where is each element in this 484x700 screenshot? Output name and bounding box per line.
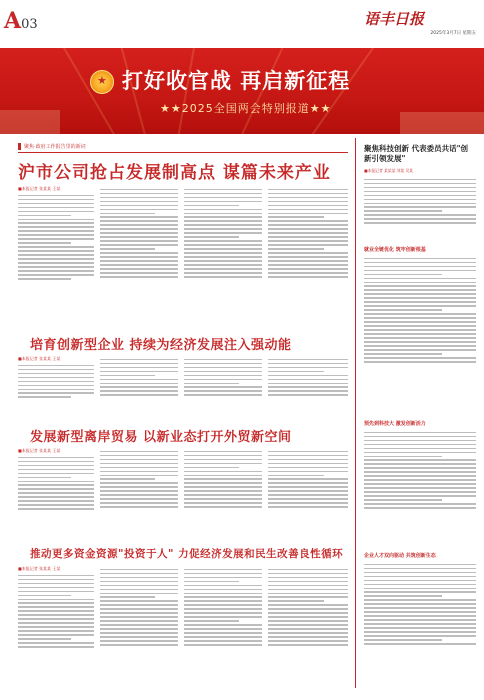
byline: ■本报记者 张某某 王某 [18, 566, 61, 571]
byline: ■本报记者 张某某 王某 [18, 356, 61, 361]
article-column [268, 356, 348, 418]
byline: ■本报记者 张某某 王某 [18, 186, 61, 191]
side-article-column [364, 429, 476, 547]
article-column [268, 448, 348, 540]
side-byline: ■本报记者 某某某 刘某 吴某 [364, 168, 413, 173]
page-number [4, 8, 38, 34]
article-column [100, 566, 178, 690]
banner-title: 打好收官战 再启新征程 [122, 69, 351, 93]
article-column [18, 448, 94, 540]
article-column [18, 186, 94, 326]
sub-headline-1: 培育创新型企业 持续为经济发展注入强动能 [30, 338, 292, 353]
top-banner [0, 48, 484, 134]
sub-headline-2: 发展新型离岸贸易 以新业态打开外贸新空间 [30, 430, 292, 445]
side-article-column [364, 561, 476, 689]
article-column [268, 566, 348, 690]
article-column [184, 566, 262, 690]
issue-date: 2025年3月7日 星期五 [430, 31, 476, 36]
side-article-column [364, 255, 476, 417]
side-subheading-3: 企业人才双向驱动 共筑创新生态 [364, 553, 436, 559]
byline: ■本报记者 张某某 王某 [18, 448, 61, 453]
side-headline: 聚焦科技创新 代表委员共话"创新引领发展" [364, 144, 469, 163]
headline-rule [18, 152, 348, 153]
page-letter: A [4, 8, 21, 34]
national-emblem-icon [90, 70, 114, 94]
banner-subtitle: ★★2025全国两会特别报道★★ [160, 102, 332, 115]
side-subheading-1: 就业全链优化 筑牢创新根基 [364, 247, 426, 253]
column-divider [355, 138, 356, 688]
newspaper-logo: 语丰日报 [363, 10, 424, 28]
article-column [100, 356, 178, 418]
article-column [184, 186, 262, 326]
section-tag: 聚焦·政府工作报告里的新词 [18, 143, 86, 150]
side-article-column [364, 176, 476, 246]
article-column [100, 448, 178, 540]
article-column [184, 356, 262, 418]
sub-headline-3: 推动更多资金资源"投资于人" 力促经济发展和民生改善良性循环 [30, 548, 344, 560]
side-subheading-2: 预先到科技大 激发创新活力 [364, 421, 426, 427]
article-column [184, 448, 262, 540]
masthead [0, 0, 484, 50]
page-number-digits: 03 [21, 17, 38, 32]
article-column [18, 566, 94, 690]
main-headline: 沪市公司抢占发展制高点 谋篇未来产业 [18, 163, 331, 183]
article-column [18, 356, 94, 418]
article-column [100, 186, 178, 326]
article-column [268, 186, 348, 326]
